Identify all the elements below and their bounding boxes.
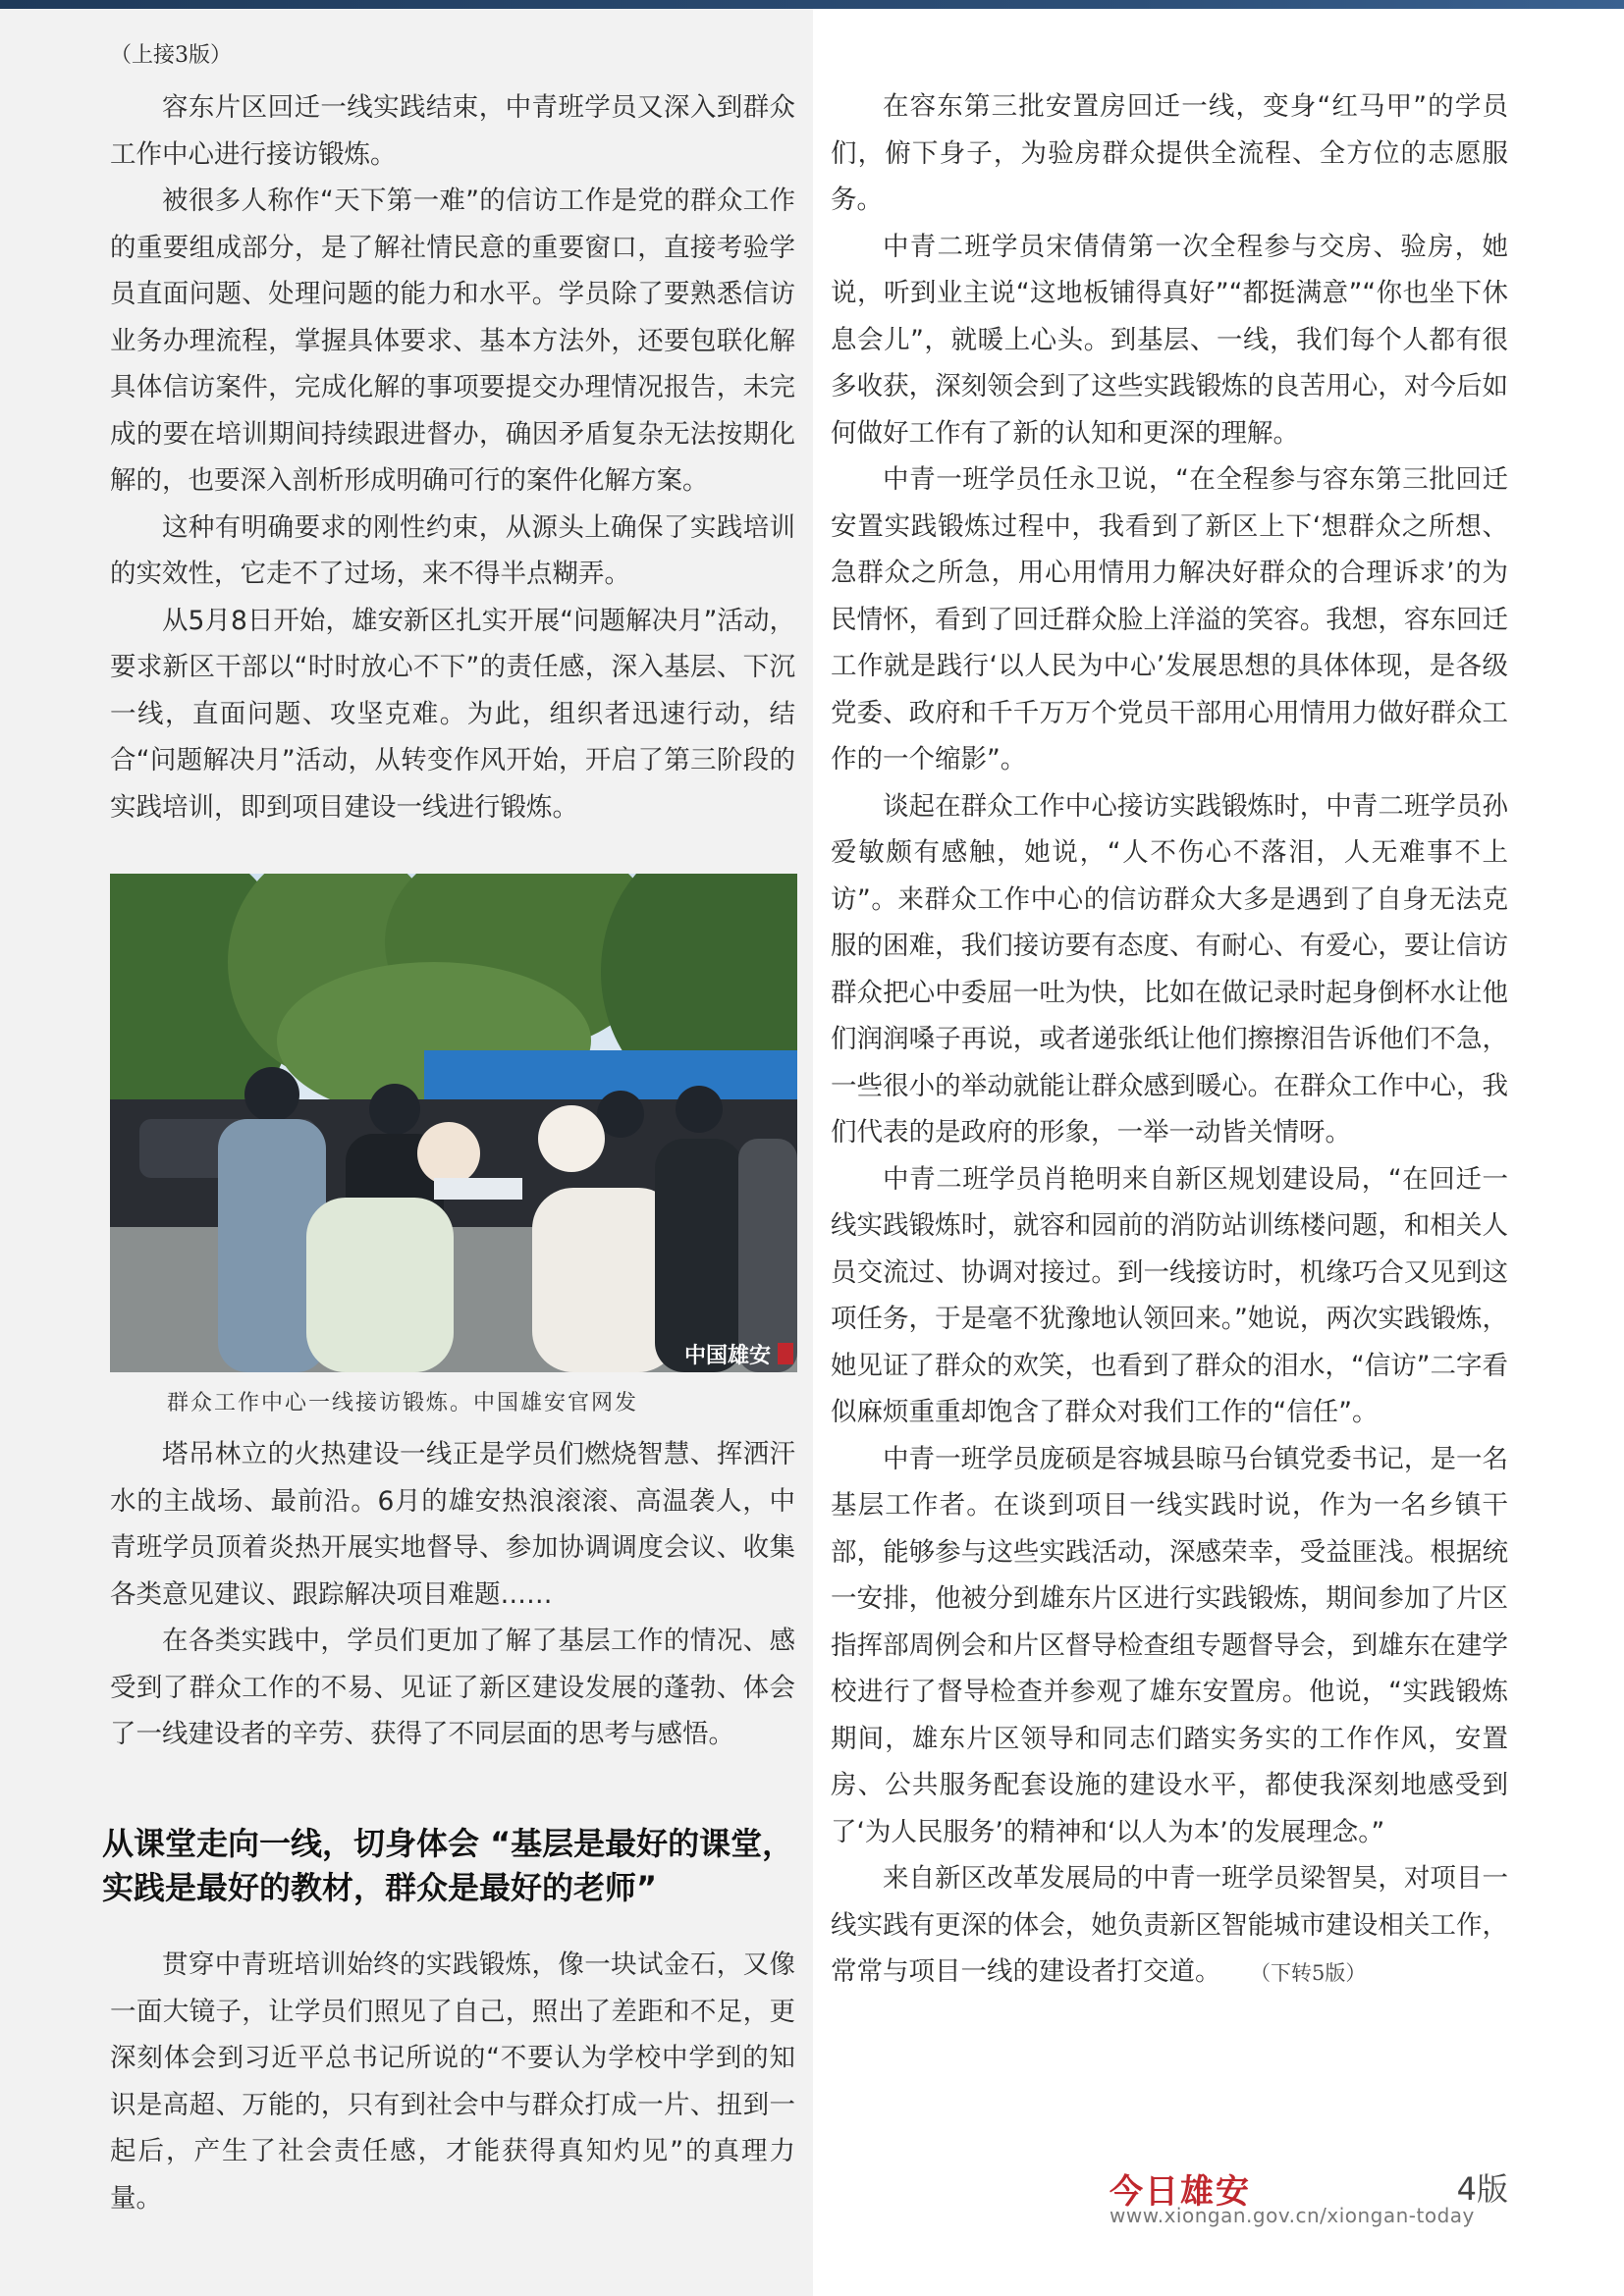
left-column-top [110,42,795,830]
page-number: 4版 [1456,2170,1508,2208]
paragraph: 这种有明确要求的刚性约束，从源头上确保了实践培训的实效性，它走不了过场，来不得半点糊弄。 [110,511,795,589]
news-photo [110,874,797,1372]
paragraph: 中青一班学员任永卫说，“在全程参与容东第三批回迁安置实践锻炼过程中，我看到了新区上下‘想群众之所想、急群众之所急，用心用情用力解决好群众的合理诉求’的为民情怀，看到了回迁群众脸上洋溢的笑容。我想，容东回迁工作就是践行‘以人民为中心’发展思想的具体体现，是各级党委、政府和千千万万个党员干部用心用情用力做好群众工作的一个缩影”。 [831,464,1508,774]
publication-logo: 今日雄安 [1110,2172,1251,2212]
paragraph: 中青二班学员宋倩倩第一次全程参与交房、验房，她说，听到业主说“这地板铺得真好”“都挺满意”“你也坐下休息会儿”，就暖上心头。到基层、一线，我们每个人都有很多收获，深刻领会到了这些实践锻炼的良苦用心，对今后如何做好工作有了新的认知和更深的理解。 [831,231,1508,449]
paragraph: 中青一班学员庞硕是容城县晾马台镇党委书记，是一名基层工作者。在谈到项目一线实践时说，作为一名乡镇干部，能够参与这些实践活动，深感荣幸，受益匪浅。根据统一安排，他被分到雄东片区进行实践锻炼，期间参加了片区指挥部周例会和片区督导检查组专题督导会，到雄东在建学校进行了督导检查并参观了雄东安置房。他说，“实践锻炼期间，雄东片区领导和同志们踏实务实的工作作风，安置房、公共服务配套设施的建设水平，都使我深刻地感受到了‘为人民服务’的精神和‘以人为本’的发展理念。” [831,1443,1508,1847]
paragraph: 中青二班学员肖艳明来自新区规划建设局，“在回迁一线实践锻炼时，就容和园前的消防站训练楼问题，和相关人员交流过、协调对接过。到一线接访时，机缘巧合又见到这项任务，于是毫不犹豫地认领回来。”她说，两次实践锻炼，她见证了群众的欢笑，也看到了群众的泪水，“信访”二字看似麻烦重重却饱含了群众对我们工作的“信任”。 [831,1163,1508,1427]
footer-url[interactable]: www.xiongan.gov.cn/xiongan-today [1110,2204,1475,2227]
paragraph: 贯穿中青班培训始终的实践锻炼，像一块试金石，又像一面大镜子，让学员们照见了自己，照出了差距和不足，更深刻体会到习近平总书记所说的“不要认为学校中学到的知识是高超、万能的，只有到社会中与群众打成一片、扭到一起后，产生了社会责任感，才能获得真知灼见”的真理力量。 [110,1949,795,2214]
left-column-final [110,1942,795,2221]
left-column-bottom [110,1431,795,1758]
paragraph: 被很多人称作“天下第一难”的信访工作是党的群众工作的重要组成部分，是了解社情民意的重要窗口，直接考验学员直面问题、处理问题的能力和水平。学员除了要熟悉信访业务办理流程，掌握具体要求、基本方法外，还要包联化解具体信访案件，完成化解的事项要提交办理情况报告，未完成的要在培训期间持续跟进督办，确因矛盾复杂无法按期化解的，也要深入剖析形成明确可行的案件化解方案。 [110,186,795,496]
page-footer [1110,2164,1512,2227]
top-color-bar [0,0,1624,9]
paragraph: 在容东第三批安置房回迁一线，变身“红马甲”的学员们，俯下身子，为验房群众提供全流程、全方位的志愿服务。 [831,91,1508,215]
paragraph: 塔吊林立的火热建设一线正是学员们燃烧智慧、挥洒汗水的主战场、最前沿。6月的雄安热浪滚滚、高温袭人，中青班学员顶着炎热开展实地督导、参加协调调度会议、收集各类意见建议、跟踪解决项目难题…… [110,1439,795,1610]
photo-watermark: 中国雄安 [684,1343,772,1368]
paragraph: 容东片区回迁一线实践结束，中青班学员又深入到群众工作中心进行接访锻炼。 [110,92,795,170]
photo-caption: 群众工作中心一线接访锻炼。中国雄安官网发 [167,1391,639,1415]
section-subheading: 从课堂走向一线，切身体会 “基层是最好的课堂，实践是最好的教材，群众是最好的老师” [102,1825,794,1906]
continued-to-note: （下转5版） [1260,1961,1367,1985]
right-column [831,83,1508,1998]
photo-illustration [110,874,797,1372]
paragraph: 来自新区改革发展局的中青一班学员梁智昊，对项目一线实践有更深的体会，她负责新区智能城市建设相关工作，常常与项目一线的建设者打交道。 [831,1863,1508,1987]
paragraph: 从5月8日开始，雄安新区扎实开展“问题解决月”活动，要求新区干部以“时时放心不下”的责任感，深入基层、下沉一线，直面问题、攻坚克难。为此，组织者迅速行动，结合“问题解决月”活动，从转变作风开始，开启了第三阶段的实践培训，即到项目建设一线进行锻炼。 [110,605,795,823]
paragraph: 谈起在群众工作中心接访实践锻炼时，中青二班学员孙爱敏颇有感触，她说，“人不伤心不落泪，人无难事不上访”。来群众工作中心的信访群众大多是遇到了自身无法克服的困难，我们接访要有态度、有耐心、有爱心，要让信访群众把心中委屈一吐为快，比如在做记录时起身倒杯水让他们润润嗓子再说，或者递张纸让他们擦擦泪告诉他们不急，一些很小的举动就能让群众感到暖心。在群众工作中心，我们代表的是政府的形象，一举一动皆关情呀。 [831,790,1508,1148]
continued-from-note: （上接3版） [110,43,232,68]
paragraph: 在各类实践中，学员们更加了解了基层工作的情况、感受到了群众工作的不易、见证了新区建设发展的蓬勃、体会了一线建设者的辛劳、获得了不同层面的思考与感悟。 [110,1626,795,1749]
paragraph-last [831,1855,1508,1998]
